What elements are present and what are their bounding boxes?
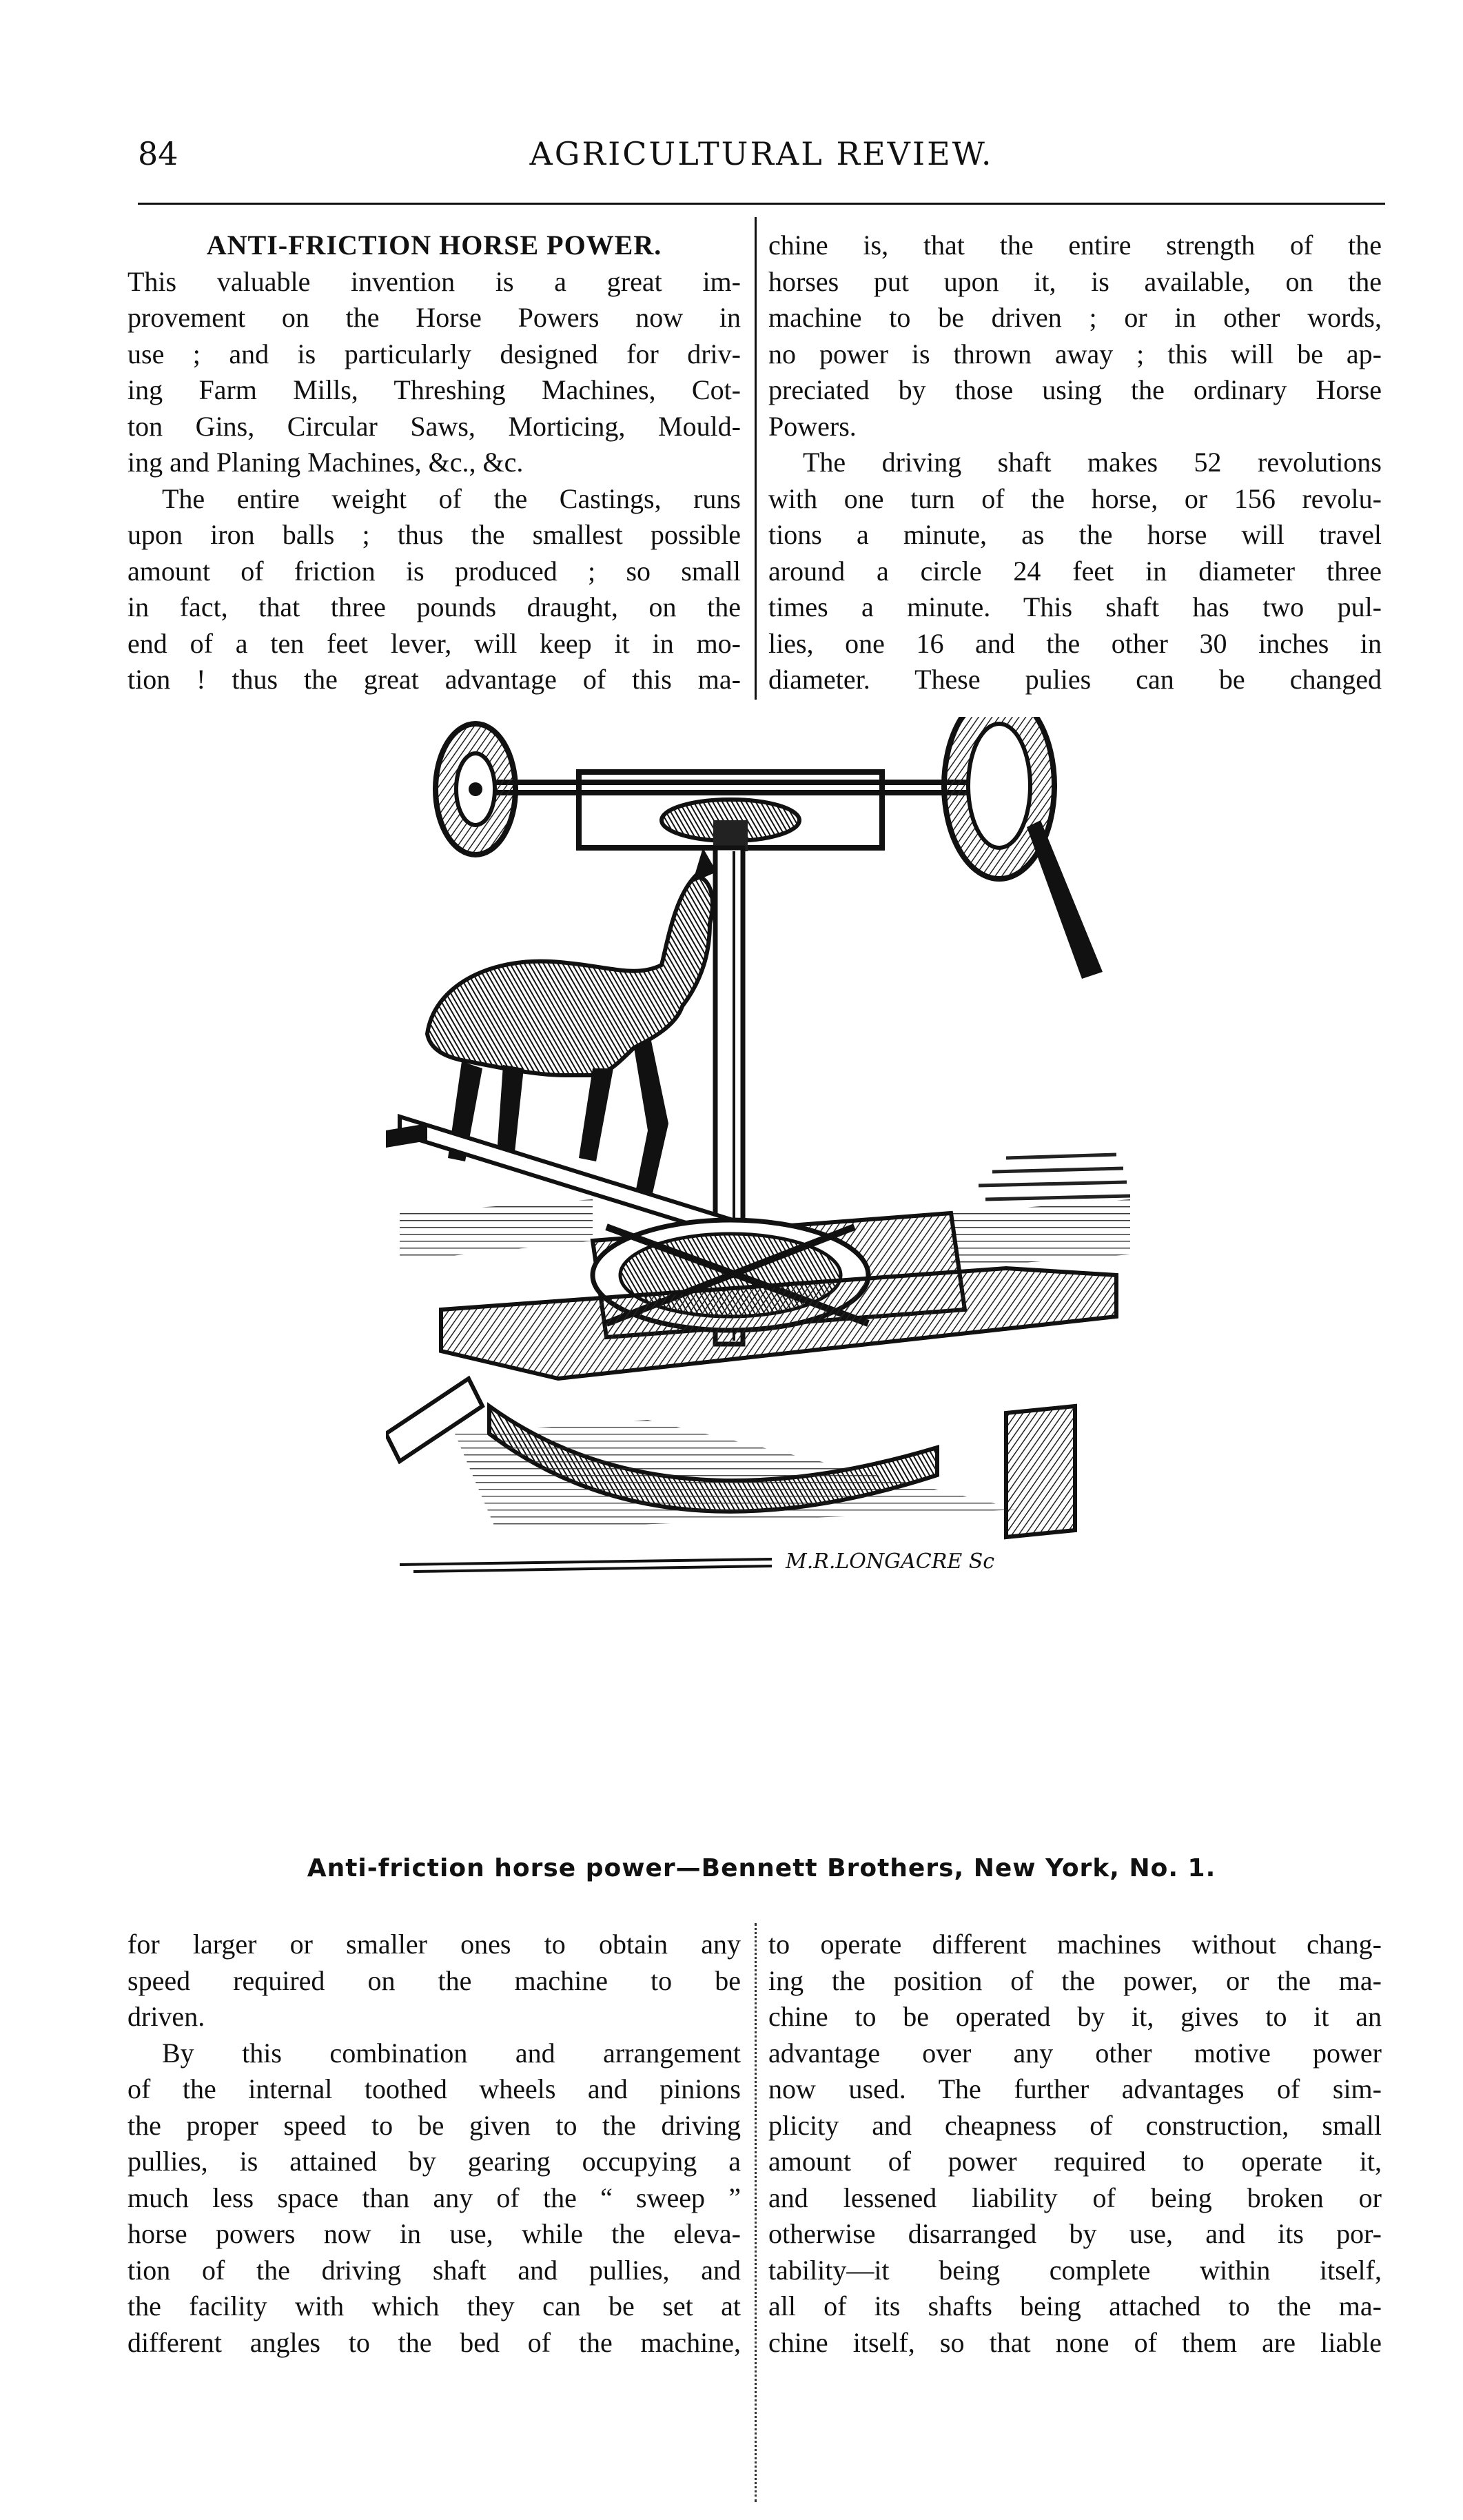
text-line: Powers. [768, 410, 857, 442]
text-line: end of a ten feet lever, will keep it in mo- [127, 627, 741, 659]
engraver-signature: M.R.LONGACRE Sc [786, 1549, 995, 1574]
text-line: use ; and is particularly designed for driv- [127, 338, 741, 369]
horse-power-engraving [386, 717, 1144, 1840]
text-line: pullies, is attained by gearing occupying a [127, 2146, 741, 2177]
text-line: chine is, that the entire strength of the [768, 230, 1382, 261]
text-line: ton Gins, Circular Saws, Morticing, Mould- [127, 410, 741, 442]
text-line: tability—it being complete within itself, [768, 2254, 1382, 2286]
text-line: machine to be driven ; or in other words, [768, 302, 1382, 333]
text-line: By this combination and arrangement [162, 2037, 741, 2069]
text-line: tions a minute, as the horse will travel [768, 519, 1382, 550]
text-line: of the internal toothed wheels and pinions [127, 2073, 741, 2104]
text-line: horse powers now in use, while the eleva- [127, 2218, 741, 2249]
text-line: in fact, that three pounds draught, on the [127, 591, 741, 622]
column-divider-top [755, 217, 757, 700]
article-heading: ANTI-FRICTION HORSE POWER. [206, 230, 662, 261]
text-line: preciated by those using the ordinary Horse [768, 374, 1382, 405]
running-title: AGRICULTURAL REVIEW. [529, 135, 994, 172]
text-line: speed required on the machine to be [127, 1964, 741, 1996]
text-line: much less space than any of the “ sweep ” [127, 2182, 741, 2213]
text-line: tion of the driving shaft and pullies, and [127, 2254, 741, 2286]
large-pulley [944, 717, 1103, 979]
text-line: diameter. These pulies can be changed [768, 664, 1382, 695]
column-divider-bottom [755, 1923, 757, 2502]
text-line: all of its shafts being attached to the ma- [768, 2290, 1382, 2321]
text-line: amount of friction is produced ; so small [127, 555, 741, 587]
text-line: tion ! thus the great advantage of this ma- [127, 664, 741, 695]
text-line: and lessened liability of being broken or [768, 2182, 1382, 2213]
text-line: ing and Planing Machines, &c., &c. [127, 447, 524, 478]
text-line: lies, one 16 and the other 30 inches in [768, 627, 1382, 659]
text-line: ing the position of the power, or the ma- [768, 1964, 1382, 1996]
text-line: plicity and cheapness of construction, small [768, 2109, 1382, 2141]
text-line: amount of power required to operate it, [768, 2146, 1382, 2177]
text-line: chine itself, so that none of them are liable [768, 2326, 1382, 2358]
text-line: provement on the Horse Powers now in [127, 302, 741, 333]
header-rule [138, 203, 1385, 205]
text-line: otherwise disarranged by use, and its por- [768, 2218, 1382, 2249]
text-line: This valuable invention is a great im- [127, 265, 741, 297]
signature-line [400, 1559, 772, 1572]
running-header [138, 135, 1385, 176]
text-line: no power is thrown away ; this will be ap- [768, 338, 1382, 369]
text-line: times a minute. This shaft has two pul- [768, 591, 1382, 622]
small-pulley [436, 724, 515, 855]
column-bottom-left [127, 1927, 741, 2361]
text-line: advantage over any other motive power [768, 2037, 1382, 2069]
text-line: chine to be operated by it, gives to it an [768, 2001, 1382, 2032]
text-line: around a circle 24 feet in diameter three [768, 555, 1382, 587]
text-line: now used. The further advantages of sim- [768, 2073, 1382, 2104]
text-line: the proper speed to be given to the driving [127, 2109, 741, 2141]
text-line: The driving shaft makes 52 revolutions [803, 447, 1382, 478]
text-line: with one turn of the horse, or 156 revolu- [768, 482, 1382, 514]
text-line: upon iron balls ; thus the smallest possible [127, 519, 741, 550]
column-top-left [127, 227, 741, 698]
text-line: ing Farm Mills, Threshing Machines, Cot- [127, 374, 741, 405]
text-line: the facility with which they can be set at [127, 2290, 741, 2321]
figure-caption: Anti-friction horse power—Bennett Brothers, New York, No. 1. [307, 1854, 1216, 1882]
text-line: driven. [127, 2001, 205, 2032]
column-top-right [768, 227, 1382, 698]
column-bottom-right [768, 1927, 1382, 2361]
text-line: horses put upon it, is available, on the [768, 265, 1382, 297]
text-line: for larger or smaller ones to obtain any [127, 1929, 741, 1960]
text-line: different angles to the bed of the machine, [127, 2326, 741, 2358]
text-line: The entire weight of the Castings, runs [162, 482, 741, 514]
bevel-gear [662, 800, 799, 851]
platform-frame [386, 1268, 1116, 1537]
page-number: 84 [138, 135, 178, 172]
text-line: to operate different machines without chang- [768, 1929, 1382, 1960]
